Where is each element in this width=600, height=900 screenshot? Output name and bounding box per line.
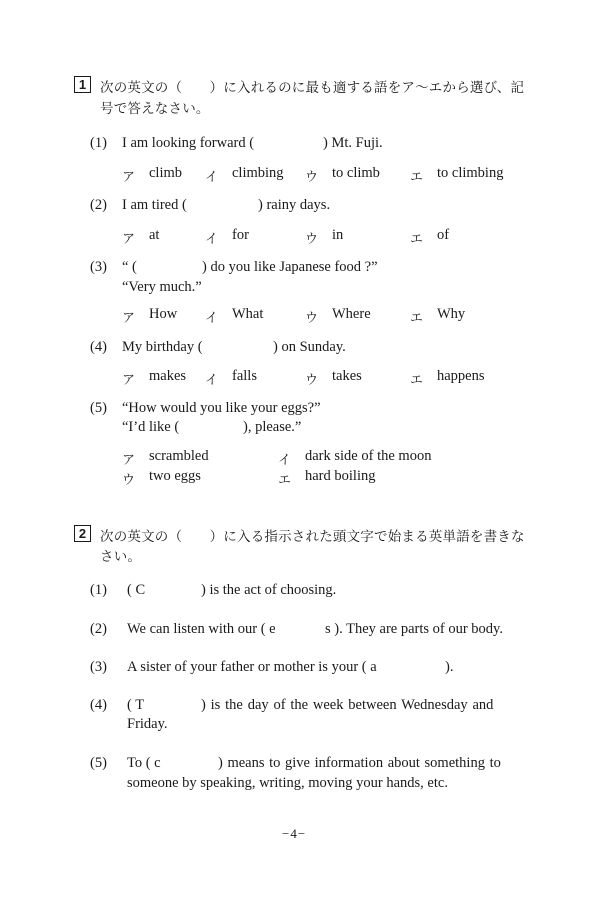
s1-q4-choice-d-text: happens [437,368,485,384]
s1-q5-choice-d-text: hard boiling [305,468,376,484]
s1-q5-choice-b-mark: イ [278,453,292,468]
s1-q1-choice-b-text: climbing [232,165,284,181]
s1-q1-choice-c-mark: ウ [305,170,319,185]
s2-q2-number: (2) [90,621,107,637]
s1-q1-choice-d-text: to climbing [437,165,504,181]
s1-q2-choice-b-mark: イ [205,232,219,247]
s2-q2-part-a: We can listen with our ( e [127,621,276,637]
s1-q4-choice-d-mark: エ [410,373,424,388]
s1-q1-choice-b-mark: イ [205,170,219,185]
s1-q2-choice-d-text: of [437,227,450,243]
s2-q1-number: (1) [90,582,107,598]
section-2-instruction-line-2: さい。 [100,549,142,565]
s1-q5-stem-a: “I’d like ( [122,419,180,435]
s2-q4-part-b: ) is the day of the week between Wednesday and [201,697,494,713]
s1-q1-choice-d-mark: エ [410,170,424,185]
s1-q3-choice-d-text: Why [437,306,466,322]
s1-q4-choice-c-mark: ウ [305,373,319,388]
s1-q3-number: (3) [90,259,107,275]
s1-q5-number: (5) [90,400,107,416]
s1-q1-number: (1) [90,135,107,151]
s1-q2-choice-c-mark: ウ [305,232,319,247]
s1-q3-choice-c-mark: ウ [305,311,319,326]
s1-q2-number: (2) [90,197,107,213]
s2-q5-part-a: To ( c [127,755,161,771]
s1-q2-choice-a-mark: ア [122,232,136,247]
s2-q4-number: (4) [90,697,107,713]
section-1-number: 1 [78,77,87,92]
s1-q3-stem-b: ) do you like Japanese food ?” [202,259,378,275]
s1-q2-choice-d-mark: エ [410,232,424,247]
s1-q3-choice-b-mark: イ [205,311,219,326]
s1-q4-choice-b-mark: イ [205,373,219,388]
section-2-number-box [74,525,91,542]
s1-q2-choice-c-text: in [332,227,344,243]
s2-q3-part-a: A sister of your father or mother is your ( a [127,659,377,675]
s1-q4-choice-a-mark: ア [122,373,136,388]
s1-q1-choice-a-text: climb [149,165,183,181]
s1-q3-choice-a-mark: ア [122,311,136,326]
s1-q5-choice-b-text: dark side of the moon [305,448,432,464]
s1-q1-stem-b: ) Mt. Fuji. [323,135,383,151]
s1-q2-stem-a: I am tired ( [122,197,187,213]
s1-q5-choice-a-mark: ア [122,453,136,468]
s1-q5-choice-c-text: two eggs [149,468,201,484]
s1-q1-choice-a-mark: ア [122,170,136,185]
s1-q4-choice-a-text: makes [149,368,187,384]
s2-q1-part-a: ( C [127,582,146,598]
s1-q5-choice-c-mark: ウ [122,473,136,488]
s2-q5-part-b: ) means to give information about something to [218,755,501,771]
s1-q1-choice-c-text: to climb [332,165,380,181]
s1-q3-stem-line-2: “Very much.” [122,279,202,295]
s2-q4-line-2: Friday. [127,716,168,732]
s1-q3-stem-a: “ ( [122,259,137,275]
section-2-number: 2 [78,526,87,541]
s1-q3-choice-a-text: How [149,306,178,322]
s1-q4-choice-c-text: takes [332,368,362,384]
s1-q4-stem-a: My birthday ( [122,339,203,355]
s1-q2-stem-b: ) rainy days. [258,197,331,213]
s1-q2-choice-b-text: for [232,227,249,243]
s1-q2-choice-a-text: at [149,227,160,243]
s2-q2-part-b: s ). They are parts of our body. [325,621,503,637]
s2-q4-part-a: ( T [127,697,145,713]
s1-q4-stem-b: ) on Sunday. [273,339,346,355]
s2-q3-part-b: ). [445,659,454,675]
s2-q5-line-2: someone by speaking, writing, moving your hands, etc. [127,775,448,791]
page-number: −4− [282,826,307,841]
s2-q5-number: (5) [90,755,107,771]
s1-q4-choice-b-text: falls [232,368,257,384]
s1-q5-stem-line-1: “How would you like your eggs?” [122,400,321,416]
s1-q4-number: (4) [90,339,107,355]
s1-q5-stem-b: ), please.” [243,419,302,435]
section-2-instruction-line-1: 次の英文の（ ）に入る指示された頭文字で始まる英単語を書きな [100,529,525,545]
s1-q5-choice-a-text: scrambled [149,448,209,464]
s1-q3-choice-b-text: What [232,306,264,322]
s1-q3-choice-c-text: Where [332,306,371,322]
section-1-number-box [74,76,91,93]
s1-q5-choice-d-mark: エ [278,473,292,488]
s1-q1-stem-a: I am looking forward ( [122,135,255,151]
section-1-instruction-line-2: 号で答えなさい。 [100,101,210,117]
s2-q1-part-b: ) is the act of choosing. [201,582,337,598]
s1-q3-choice-d-mark: エ [410,311,424,326]
section-1-instruction-line-1: 次の英文の（ ）に入れるのに最も適する語をア～エから選び、記 [100,80,525,96]
s2-q3-number: (3) [90,659,107,675]
